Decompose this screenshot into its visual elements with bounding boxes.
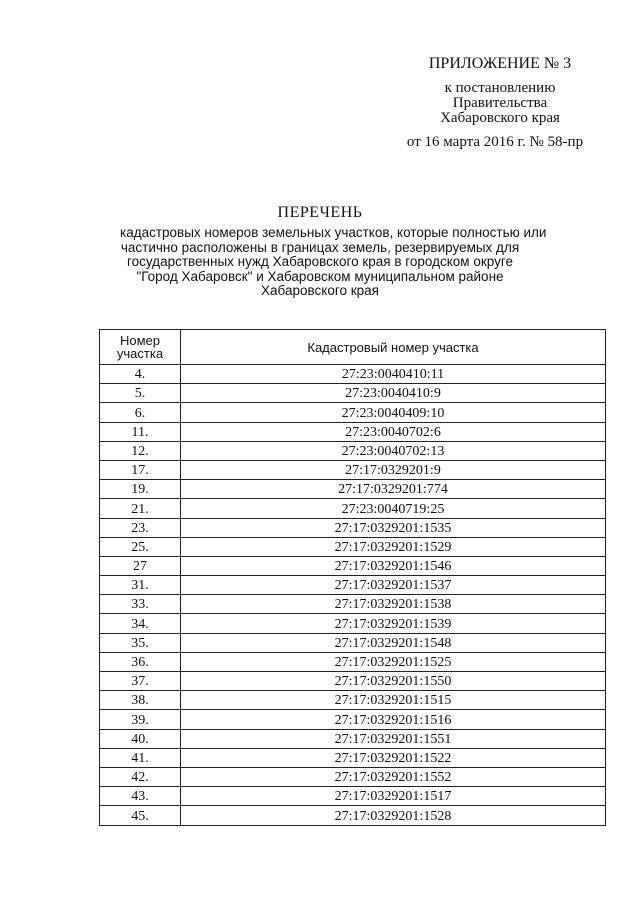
plot-number-cell: 19. (100, 480, 181, 499)
appendix-block (400, 56, 600, 150)
subtitle-line: кадастровых номеров земельных участков, которые полностью или (120, 225, 547, 240)
plot-number-cell: 38. (100, 691, 181, 710)
appendix-resolution-line: к постановлению (444, 80, 556, 96)
header-plot-number-line1: Номер (119, 333, 160, 348)
table-row (100, 537, 606, 556)
table-row (100, 441, 606, 460)
plot-number-cell: 35. (100, 633, 181, 652)
cadastral-number-cell: 27:17:0329201:1516 (181, 710, 606, 729)
table-row (100, 595, 606, 614)
cadastral-number-cell: 27:23:0040719:25 (181, 499, 606, 518)
table-row (100, 748, 606, 767)
subtitle-line: Хабаровского края (261, 283, 379, 298)
cadastral-number-cell: 27:17:0329201:1529 (181, 537, 606, 556)
table-row (100, 518, 606, 537)
table-row (100, 691, 606, 710)
plot-number-cell: 45. (100, 806, 181, 825)
cadastral-table (99, 329, 606, 826)
appendix-region-line: Хабаровского края (440, 110, 560, 126)
plot-number-cell: 43. (100, 787, 181, 806)
table-row (100, 556, 606, 575)
plot-number-cell: 21. (100, 499, 181, 518)
cadastral-number-cell: 27:23:0040410:9 (181, 384, 606, 403)
appendix-government-line: Правительства (452, 95, 548, 111)
plot-number-cell: 4. (100, 365, 181, 384)
cadastral-number-cell: 27:17:0329201:1537 (181, 576, 606, 595)
cadastral-number-cell: 27:17:0329201:1552 (181, 767, 606, 786)
plot-number-cell: 11. (100, 422, 181, 441)
plot-number-cell: 41. (100, 748, 181, 767)
plot-number-cell: 34. (100, 614, 181, 633)
table-row (100, 710, 606, 729)
table-row (100, 480, 606, 499)
plot-number-cell: 36. (100, 652, 181, 671)
table-header-row (100, 330, 606, 365)
appendix-date: от 16 марта 2016 г. № 58-пр (406, 134, 584, 150)
table-row (100, 365, 606, 384)
table-row (100, 729, 606, 748)
header-plot-number (100, 330, 181, 365)
cadastral-number-cell: 27:17:0329201:1548 (181, 633, 606, 652)
appendix-title: ПРИЛОЖЕНИЕ № 3 (428, 55, 572, 72)
cadastral-number-cell: 27:17:0329201:9 (181, 460, 606, 479)
cadastral-number-cell: 27:17:0329201:1538 (181, 595, 606, 614)
subtitle-line: "Город Хабаровск" и Хабаровском муниципальном районе (136, 268, 504, 284)
subtitle-line: государственных нужд Хабаровского края в городском округе (127, 254, 513, 269)
cadastral-number-cell: 27:23:0040702:13 (181, 441, 606, 460)
plot-number-cell: 37. (100, 672, 181, 691)
plot-number-cell: 5. (100, 384, 181, 403)
table-row (100, 403, 606, 422)
table-row (100, 614, 606, 633)
header-cadastral-number: Кадастровый номер участка (181, 330, 606, 365)
header-plot-number-line2: участка (116, 346, 164, 361)
cadastral-number-cell: 27:23:0040409:10 (181, 403, 606, 422)
plot-number-cell: 25. (100, 537, 181, 556)
cadastral-number-cell: 27:17:0329201:1535 (181, 518, 606, 537)
cadastral-number-cell: 27:17:0329201:1528 (181, 806, 606, 825)
plot-number-cell: 23. (100, 518, 181, 537)
cadastral-number-cell: 27:17:0329201:1539 (181, 614, 606, 633)
table-row (100, 422, 606, 441)
plot-number-cell: 42. (100, 767, 181, 786)
plot-number-cell: 33. (100, 595, 181, 614)
table-body (100, 365, 606, 826)
table-row (100, 499, 606, 518)
plot-number-cell: 39. (100, 710, 181, 729)
plot-number-cell: 6. (100, 403, 181, 422)
document-subtitle (120, 225, 547, 299)
cadastral-number-cell: 27:17:0329201:1525 (181, 652, 606, 671)
cadastral-number-cell: 27:17:0329201:774 (181, 480, 606, 499)
plot-number-cell: 31. (100, 576, 181, 595)
cadastral-number-cell: 27:17:0329201:1515 (181, 691, 606, 710)
table-row (100, 384, 606, 403)
cadastral-number-cell: 27:23:0040410:11 (181, 365, 606, 384)
table-row (100, 672, 606, 691)
plot-number-cell: 17. (100, 460, 181, 479)
subtitle-line: частично расположены в границах земель, резервируемых для (120, 239, 520, 255)
table-row (100, 652, 606, 671)
cadastral-number-cell: 27:17:0329201:1550 (181, 672, 606, 691)
table-row (100, 806, 606, 825)
table-row (100, 576, 606, 595)
plot-number-cell: 12. (100, 441, 181, 460)
document-title: ПЕРЕЧЕНЬ (277, 204, 363, 221)
table-row (100, 787, 606, 806)
cadastral-number-cell: 27:17:0329201:1522 (181, 748, 606, 767)
table-row (100, 633, 606, 652)
cadastral-number-cell: 27:17:0329201:1517 (181, 787, 606, 806)
plot-number-cell: 40. (100, 729, 181, 748)
table-row (100, 460, 606, 479)
cadastral-number-cell: 27:17:0329201:1551 (181, 729, 606, 748)
plot-number-cell: 27 (100, 556, 181, 575)
cadastral-number-cell: 27:17:0329201:1546 (181, 556, 606, 575)
table-row (100, 767, 606, 786)
cadastral-number-cell: 27:23:0040702:6 (181, 422, 606, 441)
